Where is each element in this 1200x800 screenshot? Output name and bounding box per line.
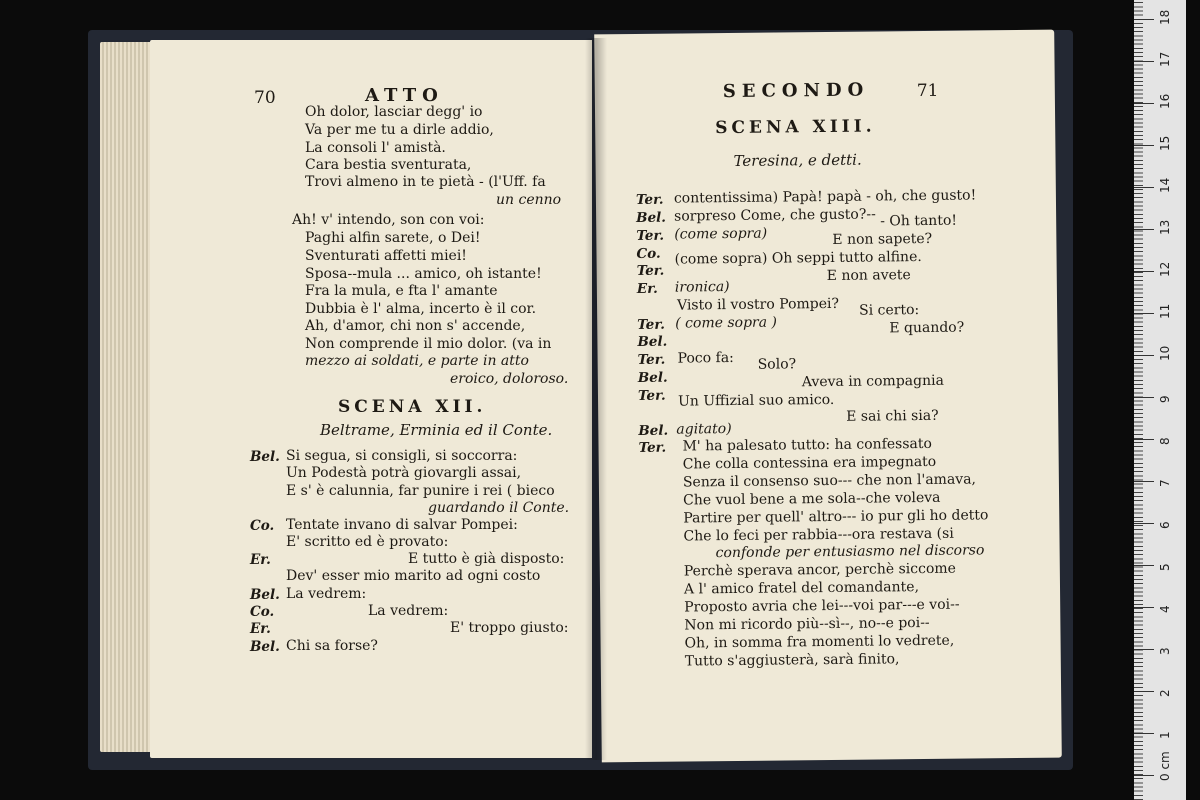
ruler-label: 4 xyxy=(1158,605,1172,613)
speaker-tag: Bel. xyxy=(250,449,280,465)
right-running-head: SECONDO xyxy=(722,79,870,103)
ruler-label: 2 xyxy=(1158,689,1172,697)
stage-direction: agitato) xyxy=(676,421,732,438)
speaker-tag: Ter. xyxy=(635,191,664,209)
speaker-tag: Ter. xyxy=(636,227,665,244)
speaker-tag: Er. xyxy=(636,280,658,297)
stage-direction: ironica) xyxy=(674,279,730,296)
ruler-major-tick xyxy=(1134,103,1154,104)
dialogue-line: Tentate invano di salvar Pompei: xyxy=(286,517,518,533)
dialogue-line: Si segua, si consigli, si soccorra: xyxy=(286,448,518,464)
dialogue-line: Partire per quell' altro--- io pur gli ho detto xyxy=(683,507,989,527)
right-page xyxy=(594,30,1062,763)
ruler-label: 0 cm xyxy=(1158,751,1172,781)
dialogue-line: Perchè sperava ancor, perchè siccome xyxy=(683,560,956,580)
ruler-major-tick xyxy=(1134,145,1154,146)
verse-line: Cara bestia sventurata, xyxy=(305,157,472,173)
dialogue-line: Visto il vostro Pompei? xyxy=(676,295,840,314)
right-page-number: 71 xyxy=(916,80,939,102)
dialogue-line: E s' è calunnia, far punire i rei ( bieco xyxy=(286,483,555,499)
verse-line: Dubbia è l' alma, incerto è il cor. xyxy=(305,301,537,317)
speaker-tag: Bel. xyxy=(637,333,668,350)
dialogue-line: E' troppo giusto: xyxy=(450,620,569,636)
scene-title: SCENA XII. xyxy=(338,397,487,417)
verse-line: Va per me tu a dirle addio, xyxy=(305,122,494,138)
dialogue-line: La vedrem: xyxy=(286,586,367,602)
verse-line: Ah, d'amor, chi non s' accende, xyxy=(305,318,526,334)
dialogue-line: Un Podestà potrà giovargli assai, xyxy=(286,465,522,481)
ruler-label: 6 xyxy=(1158,521,1172,529)
ruler-major-tick xyxy=(1134,481,1154,482)
ruler-major-tick xyxy=(1134,607,1154,608)
speaker-tag: Co. xyxy=(250,518,275,534)
dialogue-line: Che colla contessina era impegnato xyxy=(682,453,937,473)
dialogue-line: Si certo: xyxy=(859,302,920,319)
verse-line: Non comprende il mio dolor. (va in xyxy=(305,336,552,352)
ruler-major-tick xyxy=(1134,691,1154,692)
dialogue-line: - Oh tanto! xyxy=(880,212,958,230)
ruler-label: 5 xyxy=(1158,563,1172,571)
dialogue-line: Aveva in compagnia xyxy=(801,372,944,391)
speaker-tag: Ter. xyxy=(637,387,666,404)
verse-line: Oh dolor, lasciar degg' io xyxy=(305,104,483,120)
dialogue-line: A l' amico fratel del comandante, xyxy=(683,579,920,598)
ruler-major-tick xyxy=(1134,355,1154,356)
speaker-tag: Er. xyxy=(250,552,271,568)
verse-line: Sventurati affetti miei! xyxy=(305,248,467,264)
measuring-ruler xyxy=(1134,0,1186,800)
dialogue-line: E non sapete? xyxy=(832,230,933,248)
ruler-major-tick xyxy=(1134,229,1154,230)
ruler-label: 14 xyxy=(1158,177,1172,193)
ruler-major-tick xyxy=(1134,61,1154,62)
dialogue-line: Un Uffizial suo amico. xyxy=(677,391,835,410)
speaker-tag: Bel. xyxy=(638,422,669,439)
left-page xyxy=(150,40,592,758)
speaker-tag: Bel. xyxy=(636,209,667,226)
verse-line: Trovi almeno in te pietà - (l'Uff. fa xyxy=(305,174,546,190)
speaker-tag: Bel. xyxy=(637,369,668,386)
verse-line: Ah! v' intendo, son con voi: xyxy=(292,212,485,228)
book-gutter-shadow xyxy=(585,38,607,760)
dialogue-line: Poco fa: xyxy=(677,349,734,367)
scene-characters: Beltrame, Erminia ed il Conte. xyxy=(320,421,553,439)
verse-line: La consoli l' amistà. xyxy=(305,140,446,156)
stage-direction: confonde per entusiasmo nel discorso xyxy=(715,542,985,562)
ruler-major-tick xyxy=(1134,565,1154,566)
stage-direction: (come sopra) xyxy=(674,225,768,243)
dialogue-line: E' scritto ed è provato: xyxy=(286,534,449,550)
ruler-label: 12 xyxy=(1158,261,1172,277)
ruler-label: 16 xyxy=(1158,93,1172,109)
ruler-label: 10 xyxy=(1158,345,1172,361)
verse-line: Fra la mula, e fta l' amante xyxy=(305,283,498,299)
ruler-major-tick xyxy=(1134,439,1154,440)
left-page-number: 70 xyxy=(254,88,276,108)
ruler-label: 13 xyxy=(1158,219,1172,235)
speaker-tag: Ter. xyxy=(637,351,666,368)
ruler-major-tick xyxy=(1134,397,1154,398)
speaker-tag: Co. xyxy=(636,245,661,262)
dialogue-line: Che lo feci per rabbia---ora restava (si xyxy=(683,525,954,545)
dialogue-line: E tutto è già disposto: xyxy=(408,551,565,567)
dialogue-line: Proposto avria che lei---voi par---e voi-- xyxy=(684,596,960,616)
dialogue-line: Senza il consenso suo--- che non l'amava, xyxy=(682,471,977,491)
ruler-label: 15 xyxy=(1158,135,1172,151)
ruler-major-tick xyxy=(1134,313,1154,314)
dialogue-line: M' ha palesato tutto: ha confessato xyxy=(682,435,932,455)
scene-title: SCENA XIII. xyxy=(715,116,876,139)
dialogue-line: (come sopra) Oh seppi tutto alfine. xyxy=(674,249,922,268)
ruler-major-tick xyxy=(1134,775,1154,776)
dialogue-line: Tutto s'aggiusterà, sarà finito, xyxy=(684,651,900,670)
ruler-major-tick xyxy=(1134,271,1154,272)
dialogue-line: Chi sa forse? xyxy=(286,638,378,654)
ruler-major-tick xyxy=(1134,733,1154,734)
dialogue-line: La vedrem: xyxy=(368,603,449,619)
ruler-label: 8 xyxy=(1158,437,1172,445)
speaker-tag: Co. xyxy=(250,604,275,620)
scene-characters: Teresina, e detti. xyxy=(733,150,862,170)
dialogue-line: E sai chi sia? xyxy=(846,407,939,425)
dialogue-line: Oh, in somma fra momenti lo vedrete, xyxy=(684,632,955,652)
stage-direction: mezzo ai soldati, e parte in atto xyxy=(305,353,529,369)
ruler-major-tick xyxy=(1134,19,1154,20)
ruler-label: 11 xyxy=(1158,303,1172,319)
verse-line: Paghi alfin sarete, o Dei! xyxy=(305,230,481,246)
ruler-label: 1 xyxy=(1158,731,1172,739)
ruler-label: 17 xyxy=(1158,51,1172,67)
ruler-label: 3 xyxy=(1158,647,1172,655)
dialogue-line: sorpreso Come, che gusto?-- xyxy=(674,206,876,225)
dialogue-line: Non mi ricordo più--sì--, no--e poi-- xyxy=(684,614,930,634)
speaker-tag: Ter. xyxy=(636,262,665,279)
ruler-label: 18 xyxy=(1158,9,1172,25)
speaker-tag: Ter. xyxy=(638,439,667,456)
stage-direction: un cenno xyxy=(496,192,562,208)
ruler-major-tick xyxy=(1134,649,1154,650)
stage-direction: eroico, doloroso. xyxy=(450,371,569,387)
speaker-tag: Er. xyxy=(250,621,271,637)
dialogue-line: Dev' esser mio marito ad ogni costo xyxy=(286,568,541,584)
ruler-label: 7 xyxy=(1158,479,1172,487)
stage-direction: guardando il Conte. xyxy=(428,500,570,516)
verse-line: Sposa--mula ... amico, oh istante! xyxy=(305,266,542,282)
ruler-major-tick xyxy=(1134,523,1154,524)
speaker-tag: Bel. xyxy=(250,587,280,603)
dialogue-line: Che vuol bene a me sola--che voleva xyxy=(683,489,941,509)
dialogue-line: E non avete xyxy=(826,267,911,285)
dialogue-line: E quando? xyxy=(889,319,965,337)
stage-direction: ( come sopra ) xyxy=(675,314,778,332)
speaker-tag: Ter. xyxy=(637,316,666,333)
ruler-major-tick xyxy=(1134,187,1154,188)
dialogue-line: Solo? xyxy=(757,356,797,373)
left-running-head: ATTO xyxy=(365,85,444,106)
dialogue-line: contentissima) Papà! papà - oh, che gusto! xyxy=(673,187,977,207)
ruler-label: 9 xyxy=(1158,395,1172,403)
speaker-tag: Bel. xyxy=(250,639,280,655)
